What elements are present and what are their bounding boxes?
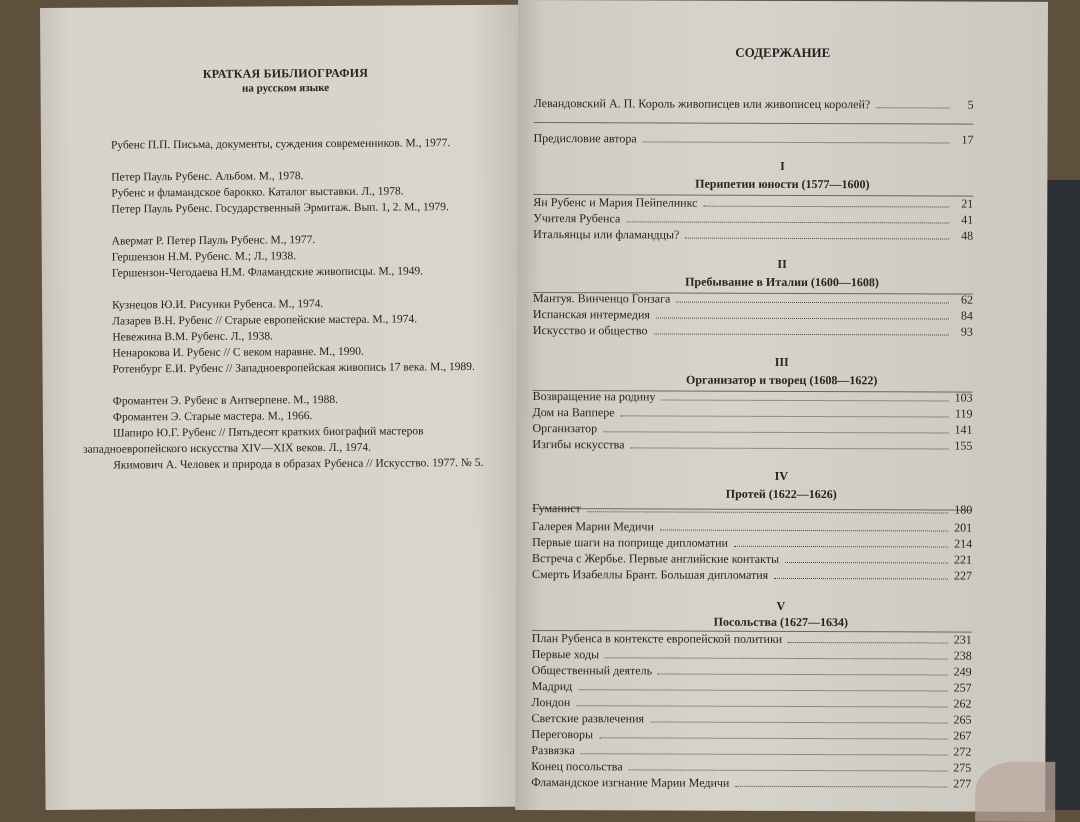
toc-entry-page: 21 (961, 196, 974, 211)
left-page (40, 5, 536, 810)
dot-leader (788, 642, 948, 644)
section-numeral: IV (774, 468, 789, 483)
dot-leader (876, 107, 949, 108)
toc-entry (532, 500, 972, 518)
bibliography-entry: Шапиро Ю.Г. Рубенс // Пятьдесят кратких биографий мастеров западноевропейского искусства XIV—XIX веков. Л., 1974. (83, 425, 424, 456)
toc-entry (532, 534, 972, 552)
toc-entry (533, 322, 973, 340)
toc-entry-page: 214 (954, 536, 973, 551)
toc-entry (531, 758, 971, 776)
toc-entry-label: Конец посольства (531, 759, 623, 774)
dot-leader (587, 511, 948, 513)
toc-entry-label: Общественный деятель (531, 663, 653, 678)
toc-entry-label: Ян Рубенс и Мария Пейпелинкс (533, 195, 698, 210)
toc-entry-label: Смерть Изабеллы Брант. Большая дипломатия (531, 567, 769, 582)
toc-entry (531, 742, 971, 760)
toc-entry (532, 550, 972, 568)
toc-entry-page: 272 (953, 744, 972, 759)
toc-entry-page: 48 (961, 228, 974, 243)
toc-entry (534, 95, 974, 113)
toc-entry-page: 84 (960, 308, 973, 323)
dot-leader (703, 206, 949, 208)
dot-leader (660, 529, 948, 531)
toc-entry-page: 275 (953, 760, 972, 775)
thumb-shadow (975, 762, 1055, 822)
dot-leader (581, 753, 948, 755)
toc-entry (532, 566, 972, 584)
section-numeral: II (777, 256, 787, 271)
toc-entry-page: 17 (961, 132, 974, 147)
toc-entry (533, 404, 973, 422)
toc-entry (533, 306, 973, 324)
toc-entry-page: 265 (953, 712, 972, 727)
toc-entry-label: Первые ходы (531, 647, 600, 662)
toc-entry-page: 119 (954, 406, 973, 421)
toc-entry-page: 221 (954, 552, 973, 567)
bibliography-entry: Фромантен Э. Рубенс в Антверпене. М., 1988. (112, 393, 339, 408)
toc-entry-label: Организатор (532, 421, 598, 436)
dot-leader (578, 689, 947, 691)
toc-entry-page: 277 (953, 776, 972, 791)
toc-entry-page: 201 (954, 520, 973, 535)
toc-entry-page: 155 (954, 438, 973, 453)
toc-entry-label: Гуманист (532, 501, 581, 516)
section-numeral: I (780, 158, 785, 173)
toc-entry-page: 93 (960, 324, 973, 339)
dot-leader (785, 562, 948, 564)
bibliography-entry: Фромантен Э. Старые мастера. М., 1966. (112, 410, 313, 424)
bibliography-entry: Гершензон-Чегодаева Н.М. Фламандские живописцы. М., 1949. (111, 265, 424, 280)
bibliography-entry: Гершензон Н.М. Рубенс. М.; Л., 1938. (111, 250, 297, 264)
toc-entry-page: 180 (954, 502, 973, 517)
toc-entry-page: 141 (954, 422, 973, 437)
section-numeral: III (774, 354, 789, 369)
dot-leader (658, 673, 948, 675)
toc-entry-label: Светские развлечения (531, 711, 645, 726)
toc-entry-label: Первые шаги на поприще дипломатии (532, 535, 729, 550)
dot-leader (626, 221, 949, 223)
toc-entry-label: Учителя Рубенса (533, 211, 621, 226)
toc-entry-label: Переговоры (531, 727, 594, 742)
dot-leader (654, 333, 949, 335)
dot-leader (661, 400, 948, 402)
toc-entry-label: Фламандское изгнание Марии Медичи (531, 775, 730, 790)
dot-leader (576, 705, 947, 707)
bibliography-entry: Кузнецов Ю.И. Рисунки Рубенса. М., 1974. (112, 298, 324, 312)
bibliography-entry: Петер Пауль Рубенс. Государственный Эрмитаж. Вып. 1, 2. М., 1979. (111, 201, 449, 216)
bibliography-entry: Якимович А. Человек и природа в образах Рубенса // Искусство. 1977. № 5. (113, 456, 484, 472)
contents-title: СОДЕРЖАНИЕ (735, 44, 831, 61)
right-page (515, 0, 1048, 812)
toc-entry (533, 388, 973, 406)
toc-entry-label: Лондон (531, 695, 571, 710)
toc-entry-label: Возвращение на родину (532, 389, 656, 404)
toc-entry-label: Итальянцы или фламандцы? (533, 227, 680, 242)
background-shadow (1045, 180, 1080, 810)
toc-entry (532, 678, 972, 696)
toc-entry (533, 226, 973, 244)
section-title: Пребывание в Италии (1600—1608) (685, 274, 879, 290)
dot-leader (603, 431, 948, 433)
dot-leader (599, 737, 947, 739)
bibliography-subtitle: на русском языке (241, 81, 330, 95)
toc-entry (532, 694, 972, 712)
toc-entry-page: 231 (953, 632, 972, 647)
toc-entry-label: Мантуя. Винченцо Гонзага (532, 291, 671, 306)
dot-leader (676, 302, 949, 304)
toc-entry (533, 194, 973, 212)
section-title: Протей (1622—1626) (725, 486, 837, 502)
dot-leader (621, 415, 949, 417)
toc-entry (532, 630, 972, 648)
toc-entry-label: Галерея Марии Медичи (532, 519, 654, 534)
bibliography-entry: Авермат Р. Петер Пауль Рубенс. М., 1977. (111, 234, 316, 248)
dot-leader (774, 578, 948, 580)
bibliography-entry: Рубенс и фламандское барокко. Каталог выставки. Л., 1978. (111, 185, 404, 200)
toc-entry-page: 238 (953, 648, 972, 663)
toc-entry-label: Испанская интермедия (532, 307, 650, 322)
dot-leader (650, 721, 947, 723)
section-numeral: V (776, 598, 786, 613)
bibliography-entry: Невежина В.М. Рубенс. Л., 1938. (112, 330, 274, 344)
toc-entry-page: 103 (954, 390, 973, 405)
toc-entry-page: 227 (953, 568, 973, 583)
dot-leader (734, 546, 948, 548)
section-title: Организатор и творец (1608—1622) (685, 372, 878, 388)
bibliography-entry: Ротенбург Е.И. Рубенс // Западноевропейская живопись 17 века. М., 1989. (112, 360, 475, 376)
toc-entry (531, 726, 971, 744)
bibliography-entry: Рубенс П.П. Письма, документы, суждения современников. М., 1977. (110, 137, 451, 152)
toc-entry (532, 436, 972, 454)
toc-entry-label: Искусство и общество (532, 323, 648, 338)
toc-entry (531, 710, 971, 728)
bibliography-entry: Лазарев В.Н. Рубенс // Старые европейские мастера. М., 1974. (112, 313, 418, 328)
toc-entry-label: Развязка (531, 743, 575, 758)
toc-entry (533, 290, 973, 308)
toc-entry-page: 5 (967, 97, 974, 112)
toc-entry (532, 420, 972, 438)
toc-entry (533, 210, 973, 228)
dot-leader (656, 317, 949, 319)
dot-leader (735, 786, 947, 788)
toc-entry-page: 267 (953, 728, 972, 743)
dot-leader (629, 769, 948, 771)
toc-entry (532, 646, 972, 664)
toc-entry-label: Дом на Ваппере (532, 405, 615, 420)
toc-entry-label: Мадрид (531, 679, 573, 694)
toc-entry (533, 130, 973, 148)
toc-entry-page: 262 (953, 696, 972, 711)
bibliography-title: КРАТКАЯ БИБЛИОГРАФИЯ (202, 65, 369, 81)
toc-entry-page: 62 (960, 292, 973, 307)
toc-entry-label: Предисловие автора (533, 131, 637, 146)
dot-leader (630, 447, 948, 449)
toc-entry-page: 249 (953, 664, 972, 679)
dot-leader (605, 657, 948, 659)
bibliography-entry: Ненарокова И. Рубенс // С веком наравне. М., 1990. (112, 345, 364, 360)
toc-entry-label: Левандовский А. П. Король живописцев или живописец королей? (533, 96, 871, 112)
toc-entry-label: Изгибы искусства (532, 437, 625, 452)
toc-entry (532, 662, 972, 680)
section-title: Перипетии юности (1577—1600) (695, 176, 870, 192)
toc-entry (532, 518, 972, 536)
toc-entry-label: Встреча с Жербье. Первые английские контакты (532, 551, 780, 566)
toc-entry-page: 41 (961, 212, 974, 227)
section-title: Посольства (1627—1634) (713, 614, 848, 630)
toc-entry-page: 257 (953, 680, 972, 695)
dot-leader (685, 238, 949, 240)
toc-entry-label: План Рубенса в контексте европейской политики (531, 631, 783, 646)
toc-entry (531, 774, 971, 792)
divider (534, 122, 974, 125)
bibliography-entry: Петер Пауль Рубенс. Альбом. М., 1978. (111, 170, 304, 184)
dot-leader (643, 141, 950, 143)
